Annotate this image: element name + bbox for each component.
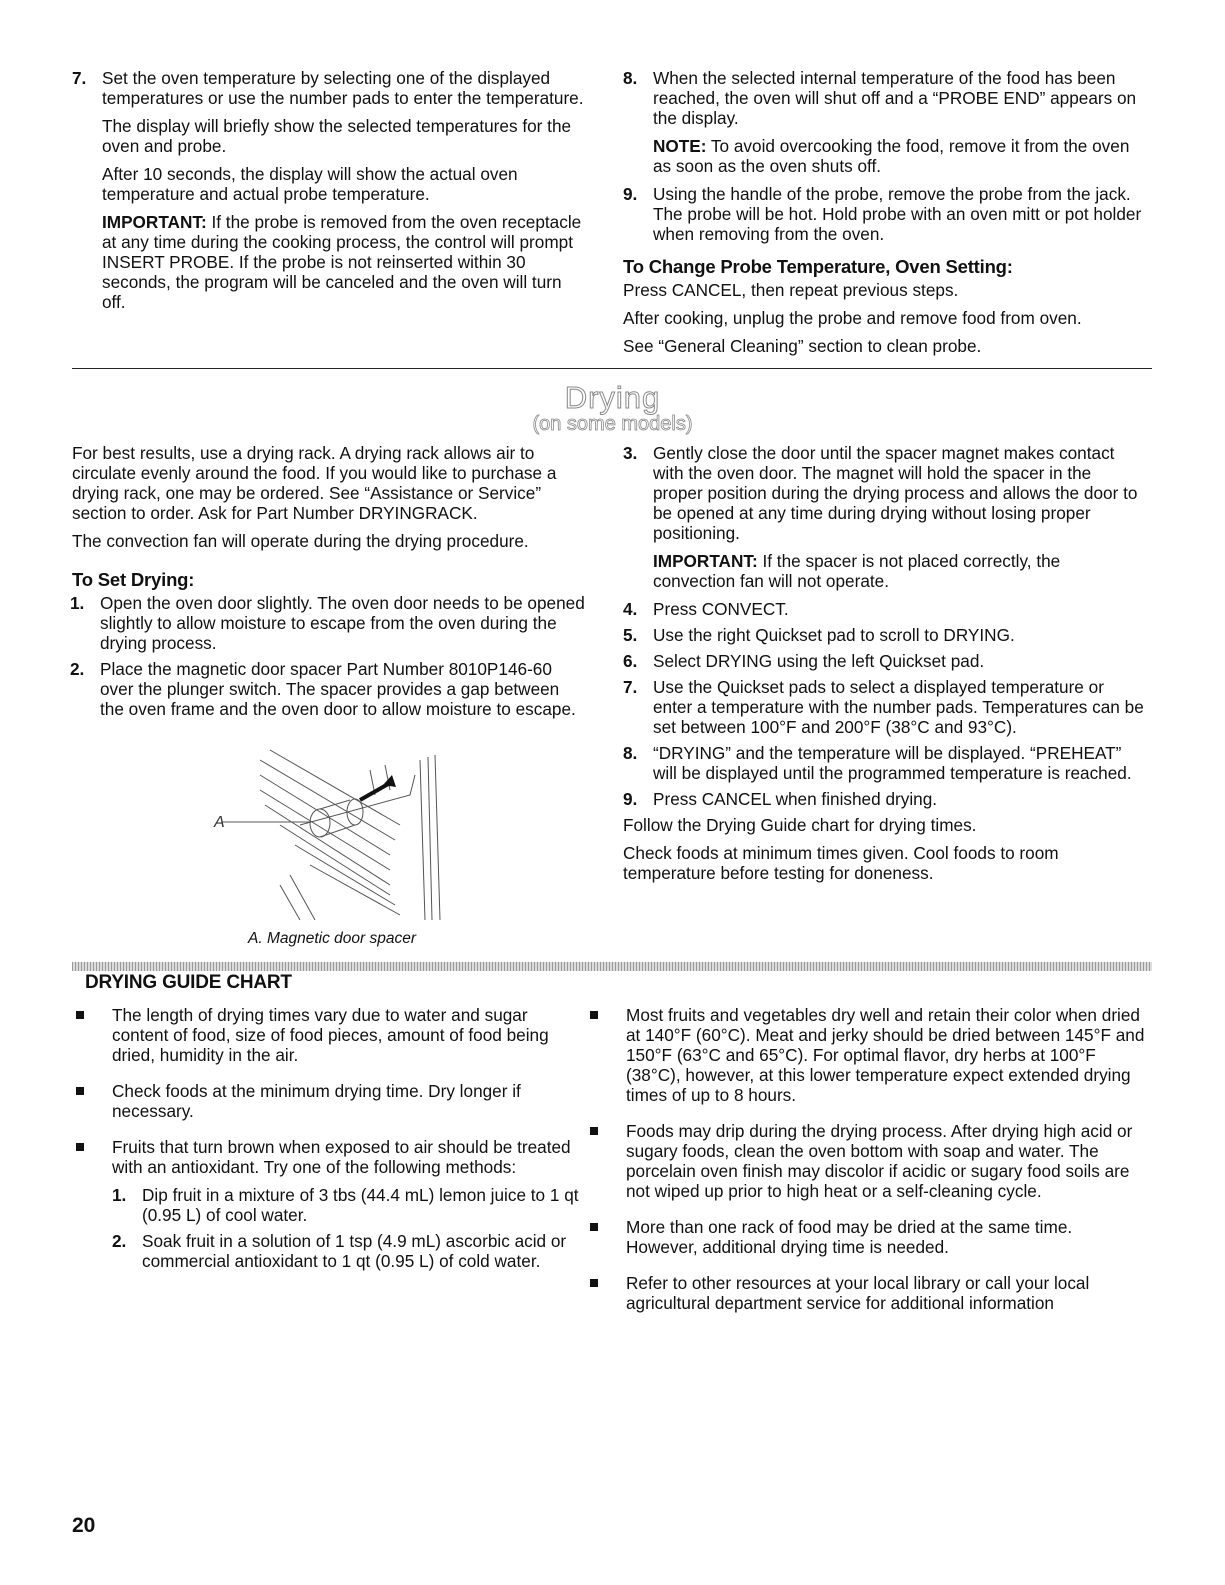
step-4: [623, 599, 1145, 619]
step-9: [623, 184, 1145, 244]
step-7: [72, 68, 587, 312]
paragraph: See “General Cleaning” section to clean probe.: [623, 336, 982, 356]
step-number: 4.: [623, 599, 638, 619]
step-2: [70, 659, 587, 719]
important-text: If the spacer is not placed correctly, the convection fan will not operate.: [653, 551, 1061, 591]
step-9: [623, 789, 1145, 809]
step-7: [623, 677, 1145, 737]
chart-bullet: Check foods at the minimum drying time. Dry longer if necessary.: [72, 1081, 587, 1121]
drying-right-column: [623, 443, 1145, 891]
method-number: 2.: [112, 1231, 127, 1251]
chart-bullet: Fruits that turn brown when exposed to air should be treated with an antioxidant. Try one of the following methods:: [72, 1137, 587, 1177]
paragraph: Check foods at minimum times given. Cool foods to room temperature before testing for doneness.: [623, 843, 1059, 883]
figure-label: A: [214, 814, 225, 831]
chart-bullet: Most fruits and vegetables dry well and retain their color when dried at 140°F (60°C). Meat and jerky should be dried between 145°F and 150°F (63°C and 65°C). For optimal flavor, dry herbs at 100°F (38°C), however, at this lower temperature expect extended drying times of up to 8 hours.: [586, 1005, 1146, 1105]
chart-bullet: More than one rack of food may be dried at the same time. However, additional drying time is needed.: [586, 1217, 1146, 1257]
step-text: “DRYING” and the temperature will be displayed. “PREHEAT” will be displayed until the programmed temperature is reached.: [653, 743, 1132, 783]
chart-header-band: [72, 962, 1152, 971]
note-text: To avoid overcooking the food, remove it from the oven as soon as the oven shuts off.: [653, 136, 1130, 176]
step-8: [623, 743, 1145, 783]
method-number: 1.: [112, 1185, 127, 1205]
step-number: 7.: [623, 677, 638, 697]
step-text: Gently close the door until the spacer magnet makes contact with the oven door. The magnet will hold the spacer in the proper position during the drying process and allows the door to be opened at any time during drying without losing proper positioning.: [653, 443, 1138, 543]
step-text: Use the right Quickset pad to scroll to DRYING.: [653, 625, 1015, 645]
method-1: [112, 1185, 587, 1225]
step-text: Press CANCEL when finished drying.: [653, 789, 938, 809]
magnetic-door-spacer-illustration: [200, 745, 460, 925]
step-number: 2.: [70, 659, 85, 679]
step-text: After 10 seconds, the display will show the actual oven temperature and actual probe temperature.: [102, 164, 518, 204]
important-text: If the probe is removed from the oven receptacle at any time during the cooking process, the control will prompt INSERT PROBE. If the probe is not reinserted within 30 seconds, the program will be canceled and the oven will turn off.: [102, 212, 582, 312]
method-text: Dip fruit in a mixture of 3 tbs (44.4 mL) lemon juice to 1 qt (0.95 L) of cool water.: [142, 1185, 579, 1225]
paragraph: The convection fan will operate during the drying procedure.: [72, 531, 529, 551]
change-probe-heading: To Change Probe Temperature, Oven Setting:: [623, 256, 1013, 277]
probe-steps-left: [72, 68, 587, 320]
step-number: 3.: [623, 443, 638, 463]
important-label: IMPORTANT:: [102, 212, 207, 232]
step-text: Open the oven door slightly. The oven door needs to be opened slightly to allow moisture to escape from the oven during the drying process.: [100, 593, 585, 653]
figure-caption: A. Magnetic door spacer: [248, 930, 417, 947]
step-text: Use the Quickset pads to select a displayed temperature or enter a temperature with the number pads. Temperatures can be set between 100°F and 200°F (38°C and 93°C).: [653, 677, 1144, 737]
step-number: 8.: [623, 68, 638, 88]
note-label: NOTE:: [653, 136, 707, 156]
step-text: Press CONVECT.: [653, 599, 789, 619]
drying-left-column: [72, 443, 587, 725]
section-subtitle: (on some models): [532, 413, 693, 435]
step-8: [623, 68, 1145, 176]
chart-bullet: Foods may drip during the drying process. After drying high acid or sugary foods, clean the oven bottom with soap and water. The porcelain oven finish may discolor if acidic or sugary food soils are not wiped up prior to high heat or a self-cleaning cycle.: [586, 1121, 1146, 1201]
step-1: [70, 593, 587, 653]
section-title: Drying: [564, 380, 661, 415]
paragraph: Follow the Drying Guide chart for drying times.: [623, 815, 977, 835]
chart-bullet: The length of drying times vary due to water and sugar content of food, size of food pieces, amount of food being dried, humidity in the air.: [72, 1005, 587, 1065]
section-divider: [72, 368, 1152, 369]
method-2: [112, 1231, 587, 1271]
page-number: 20: [72, 1514, 96, 1537]
step-number: 6.: [623, 651, 638, 671]
step-text: Place the magnetic door spacer Part Number 8010P146-60 over the plunger switch. The spacer provides a gap between the oven frame and the oven door to allow moisture to escape.: [100, 659, 576, 719]
important-note: [102, 212, 587, 312]
step-6: [623, 651, 1145, 671]
chart-title: DRYING GUIDE CHART: [85, 972, 296, 994]
paragraph: After cooking, unplug the probe and remove food from oven.: [623, 308, 1082, 328]
paragraph: Press CANCEL, then repeat previous steps.: [623, 280, 959, 300]
step-3: [623, 443, 1145, 591]
important-label: IMPORTANT:: [653, 551, 758, 571]
step-5: [623, 625, 1145, 645]
step-number: 5.: [623, 625, 638, 645]
step-number: 1.: [70, 593, 85, 613]
step-number: 9.: [623, 184, 638, 204]
important-note: [653, 551, 1145, 591]
step-text: The display will briefly show the selected temperatures for the oven and probe.: [102, 116, 572, 156]
step-text: Select DRYING using the left Quickset pad.: [653, 651, 985, 671]
probe-steps-right: [623, 68, 1145, 364]
note: [653, 136, 1145, 176]
chart-bullet: Refer to other resources at your local library or call your local agricultural department service for additional information: [586, 1273, 1146, 1313]
step-text: When the selected internal temperature of the food has been reached, the oven will shut off and a “PROBE END” appears on the display.: [653, 68, 1137, 128]
chart-right-column: [586, 1005, 1146, 1329]
set-drying-heading: To Set Drying:: [72, 569, 195, 590]
step-number: 9.: [623, 789, 638, 809]
step-text: Set the oven temperature by selecting one of the displayed temperatures or use the number pads to enter the temperature.: [102, 68, 584, 108]
method-text: Soak fruit in a solution of 1 tsp (4.9 mL) ascorbic acid or commercial antioxidant to 1 qt (0.95 L) of cold water.: [142, 1231, 567, 1271]
paragraph: For best results, use a drying rack. A drying rack allows air to circulate evenly around the food. If you would like to purchase a drying rack, one may be ordered. See “Assistance or Service” section to order. Ask for Part Number DRYINGRACK.: [72, 443, 557, 523]
step-number: 8.: [623, 743, 638, 763]
step-number: 7.: [72, 68, 87, 88]
chart-left-column: [72, 1005, 587, 1277]
step-text: Using the handle of the probe, remove the probe from the jack. The probe will be hot. Hold probe with an oven mitt or pot holder when removing from the oven.: [653, 184, 1142, 244]
